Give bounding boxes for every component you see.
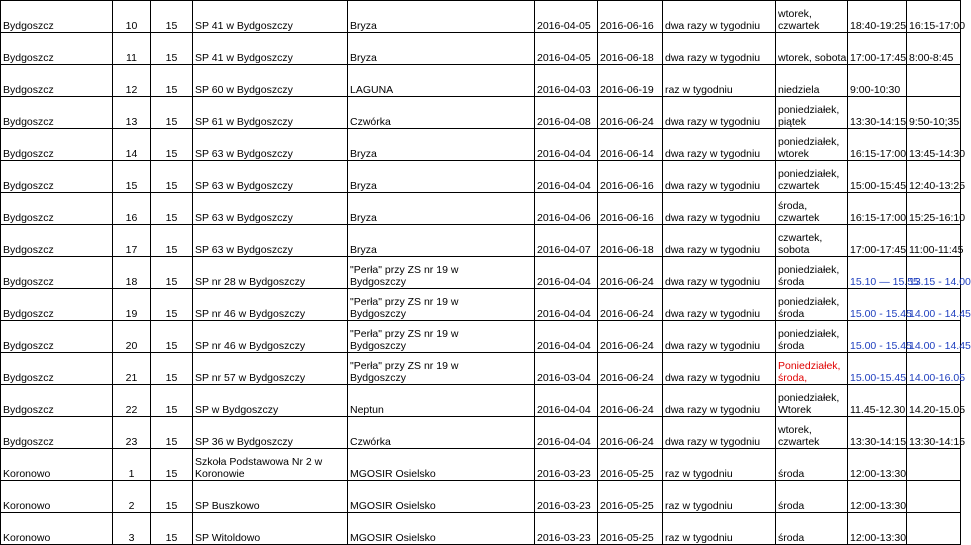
cell-days: środa [776,481,848,513]
cell-time-1: 15.00 - 15.45 [848,289,907,321]
cell-number: 2 [113,481,151,513]
cell-time-2 [907,481,961,513]
cell-time-1: 16:15-17:00 [848,193,907,225]
cell-frequency: dwa razy w tygodniu [663,257,776,289]
cell-time-1: 16:15-17:00 [848,129,907,161]
cell-frequency: raz w tygodniu [663,65,776,97]
cell-frequency: dwa razy w tygodniu [663,417,776,449]
cell-days: czwartek, sobota [776,225,848,257]
cell-start-date: 2016-04-04 [535,385,598,417]
cell-city: Bydgoszcz [1,353,113,385]
cell-start-date: 2016-03-23 [535,513,598,545]
cell-end-date: 2016-06-24 [598,417,663,449]
cell-number: 12 [113,65,151,97]
cell-count: 15 [151,225,193,257]
cell-start-date: 2016-04-05 [535,33,598,65]
table-row [1,449,961,481]
table-row [1,97,961,129]
cell-city: Bydgoszcz [1,321,113,353]
cell-time-1: 12:00-13:30 [848,481,907,513]
cell-count: 15 [151,193,193,225]
cell-number: 19 [113,289,151,321]
cell-city: Bydgoszcz [1,257,113,289]
cell-time-1: 15.10 — 15.55 [848,257,907,289]
cell-time-1: 9:00-10:30 [848,65,907,97]
cell-school: SP 63 w Bydgoszczy [193,193,348,225]
cell-start-date: 2016-04-04 [535,321,598,353]
cell-start-date: 2016-04-04 [535,257,598,289]
cell-city: Bydgoszcz [1,385,113,417]
cell-days: poniedziałek, środa [776,257,848,289]
cell-number: 22 [113,385,151,417]
table-row [1,417,961,449]
cell-days: niedziela [776,65,848,97]
cell-number: 21 [113,353,151,385]
cell-start-date: 2016-03-23 [535,449,598,481]
cell-end-date: 2016-06-24 [598,321,663,353]
table-row [1,385,961,417]
cell-count: 15 [151,321,193,353]
cell-school: SP 63 w Bydgoszczy [193,225,348,257]
cell-end-date: 2016-05-25 [598,449,663,481]
cell-school: Szkoła Podstawowa Nr 2 w Koronowie [193,449,348,481]
cell-frequency: dwa razy w tygodniu [663,385,776,417]
cell-school: SP 41 w Bydgoszczy [193,33,348,65]
cell-number: 14 [113,129,151,161]
cell-city: Bydgoszcz [1,193,113,225]
cell-city: Bydgoszcz [1,161,113,193]
cell-time-1: 15:00-15:45 [848,161,907,193]
cell-count: 15 [151,1,193,33]
cell-days: poniedziałek, środa [776,289,848,321]
cell-time-2: 15:25-16:10 [907,193,961,225]
cell-frequency: dwa razy w tygodniu [663,321,776,353]
cell-start-date: 2016-04-06 [535,193,598,225]
cell-time-2: 14.00-16.05 [907,353,961,385]
cell-school: SP Buszkowo [193,481,348,513]
cell-school: SP 63 w Bydgoszczy [193,161,348,193]
cell-city: Bydgoszcz [1,1,113,33]
cell-start-date: 2016-04-08 [535,97,598,129]
table-row [1,289,961,321]
cell-frequency: dwa razy w tygodniu [663,33,776,65]
cell-school: SP Witoldowo [193,513,348,545]
table-row [1,33,961,65]
cell-days: poniedziałek, czwartek [776,161,848,193]
cell-time-2 [907,65,961,97]
cell-time-2 [907,449,961,481]
cell-school: SP 63 w Bydgoszczy [193,129,348,161]
table-row [1,1,961,33]
cell-number: 20 [113,321,151,353]
table-row [1,65,961,97]
cell-start-date: 2016-04-05 [535,1,598,33]
cell-school: SP 61 w Bydgoszczy [193,97,348,129]
cell-count: 15 [151,129,193,161]
cell-pool: LAGUNA [348,65,535,97]
cell-frequency: raz w tygodniu [663,481,776,513]
cell-city: Koronowo [1,449,113,481]
cell-frequency: dwa razy w tygodniu [663,225,776,257]
cell-days: środa [776,513,848,545]
cell-time-1: 17:00-17:45 [848,225,907,257]
cell-frequency: raz w tygodniu [663,513,776,545]
cell-time-1: 13:30-14:15 [848,417,907,449]
cell-school: SP 36 w Bydgoszczy [193,417,348,449]
cell-time-1: 15.00-15.45 [848,353,907,385]
cell-time-2: 13.15 - 14.00 [907,257,961,289]
cell-school: SP nr 46 w Bydgoszczy [193,321,348,353]
cell-frequency: dwa razy w tygodniu [663,193,776,225]
cell-days: poniedziałek, wtorek [776,129,848,161]
cell-time-2: 11:00-11:45 [907,225,961,257]
cell-school: SP 60 w Bydgoszczy [193,65,348,97]
cell-end-date: 2016-06-18 [598,33,663,65]
cell-time-2: 14.00 - 14.45 [907,321,961,353]
cell-count: 15 [151,449,193,481]
cell-days: poniedziałek, środa [776,321,848,353]
cell-frequency: dwa razy w tygodniu [663,97,776,129]
cell-days: środa, czwartek [776,193,848,225]
cell-frequency: dwa razy w tygodniu [663,353,776,385]
cell-time-2: 13:45-14:30 [907,129,961,161]
cell-number: 11 [113,33,151,65]
cell-days: wtorek, sobota [776,33,848,65]
cell-days: Poniedziałek, środa, [776,353,848,385]
cell-time-2: 16:15-17:00 [907,1,961,33]
cell-count: 15 [151,161,193,193]
cell-pool: MGOSIR Osielsko [348,449,535,481]
cell-time-1: 12:00-13:30 [848,449,907,481]
cell-number: 17 [113,225,151,257]
cell-count: 15 [151,33,193,65]
cell-number: 10 [113,1,151,33]
cell-pool: "Perła" przy ZS nr 19 w Bydgoszczy [348,257,535,289]
cell-time-1: 12:00-13:30 [848,513,907,545]
cell-city: Bydgoszcz [1,97,113,129]
cell-end-date: 2016-06-14 [598,129,663,161]
cell-time-1: 13:30-14:15 [848,97,907,129]
cell-number: 13 [113,97,151,129]
cell-time-1: 15.00 - 15.45 [848,321,907,353]
cell-school: SP nr 28 w Bydgoszczy [193,257,348,289]
cell-school: SP w Bydgoszczy [193,385,348,417]
cell-count: 15 [151,385,193,417]
cell-pool: Czwórka [348,97,535,129]
cell-frequency: raz w tygodniu [663,449,776,481]
cell-pool: "Perła" przy ZS nr 19 w Bydgoszczy [348,321,535,353]
cell-count: 15 [151,97,193,129]
table-row [1,193,961,225]
cell-school: SP 41 w Bydgoszczy [193,1,348,33]
cell-frequency: dwa razy w tygodniu [663,129,776,161]
cell-start-date: 2016-04-03 [535,65,598,97]
cell-city: Koronowo [1,513,113,545]
cell-time-2 [907,513,961,545]
cell-time-1: 17:00-17:45 [848,33,907,65]
cell-end-date: 2016-06-24 [598,257,663,289]
cell-end-date: 2016-06-24 [598,353,663,385]
cell-days: poniedziałek, piątek [776,97,848,129]
cell-start-date: 2016-03-23 [535,481,598,513]
cell-end-date: 2016-06-24 [598,97,663,129]
cell-count: 15 [151,353,193,385]
cell-time-2: 8:00-8:45 [907,33,961,65]
cell-end-date: 2016-06-19 [598,65,663,97]
cell-start-date: 2016-03-04 [535,353,598,385]
cell-days: wtorek, czwartek [776,417,848,449]
cell-end-date: 2016-06-16 [598,161,663,193]
cell-pool: Czwórka [348,417,535,449]
cell-number: 15 [113,161,151,193]
cell-start-date: 2016-04-04 [535,161,598,193]
cell-city: Bydgoszcz [1,65,113,97]
table-row [1,321,961,353]
cell-start-date: 2016-04-07 [535,225,598,257]
table-row [1,161,961,193]
cell-count: 15 [151,289,193,321]
cell-frequency: dwa razy w tygodniu [663,1,776,33]
cell-time-2: 9:50-10;35 [907,97,961,129]
cell-end-date: 2016-06-16 [598,1,663,33]
cell-city: Bydgoszcz [1,33,113,65]
cell-pool: "Perła" przy ZS nr 19 w Bydgoszczy [348,353,535,385]
cell-pool: MGOSIR Osielsko [348,513,535,545]
cell-city: Koronowo [1,481,113,513]
cell-pool: Bryza [348,225,535,257]
cell-pool: Bryza [348,161,535,193]
cell-number: 16 [113,193,151,225]
cell-count: 15 [151,257,193,289]
cell-city: Bydgoszcz [1,225,113,257]
cell-time-1: 18:40-19:25 [848,1,907,33]
cell-count: 15 [151,481,193,513]
table-row [1,513,961,545]
cell-time-2: 14.00 - 14.45 [907,289,961,321]
cell-frequency: dwa razy w tygodniu [663,161,776,193]
cell-time-2: 12:40-13:25 [907,161,961,193]
cell-number: 18 [113,257,151,289]
cell-time-2: 13:30-14:15 [907,417,961,449]
cell-pool: Bryza [348,129,535,161]
cell-count: 15 [151,65,193,97]
table-row [1,225,961,257]
cell-count: 15 [151,417,193,449]
cell-start-date: 2016-04-04 [535,289,598,321]
cell-pool: Bryza [348,193,535,225]
cell-frequency: dwa razy w tygodniu [663,289,776,321]
cell-city: Bydgoszcz [1,417,113,449]
cell-city: Bydgoszcz [1,289,113,321]
cell-days: wtorek, czwartek [776,1,848,33]
cell-school: SP nr 57 w Bydgoszczy [193,353,348,385]
cell-school: SP nr 46 w Bydgoszczy [193,289,348,321]
cell-pool: Neptun [348,385,535,417]
cell-end-date: 2016-06-16 [598,193,663,225]
cell-end-date: 2016-06-24 [598,289,663,321]
cell-time-2: 14.20-15.05 [907,385,961,417]
cell-pool: Bryza [348,33,535,65]
cell-time-1: 11.45-12.30 [848,385,907,417]
cell-start-date: 2016-04-04 [535,417,598,449]
cell-number: 3 [113,513,151,545]
cell-start-date: 2016-04-04 [535,129,598,161]
table-row [1,353,961,385]
cell-end-date: 2016-05-25 [598,513,663,545]
cell-city: Bydgoszcz [1,129,113,161]
cell-number: 23 [113,417,151,449]
cell-days: środa [776,449,848,481]
table-body [1,1,971,545]
table-row [1,481,961,513]
cell-pool: Bryza [348,1,535,33]
cell-count: 15 [151,513,193,545]
cell-end-date: 2016-05-25 [598,481,663,513]
table-row [1,257,961,289]
table-row [1,129,961,161]
cell-end-date: 2016-06-18 [598,225,663,257]
cell-days: poniedziałek, Wtorek [776,385,848,417]
cell-end-date: 2016-06-24 [598,385,663,417]
cell-pool: MGOSIR Osielsko [348,481,535,513]
cell-pool: "Perła" przy ZS nr 19 w Bydgoszczy [348,289,535,321]
cell-number: 1 [113,449,151,481]
